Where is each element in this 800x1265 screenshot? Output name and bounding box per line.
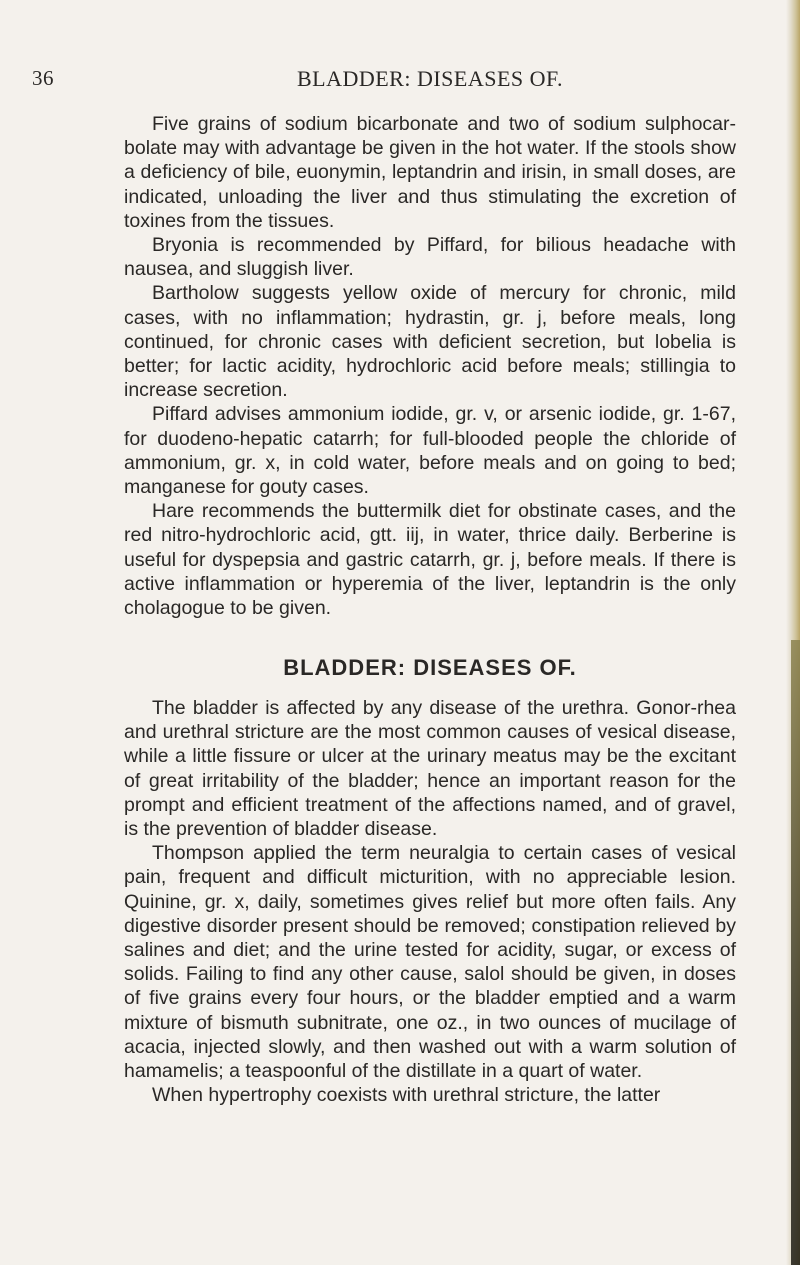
section-heading: BLADDER: DISEASES OF. xyxy=(283,655,577,680)
page-edge-shadow xyxy=(791,640,800,1265)
running-head xyxy=(32,66,736,96)
page-number: 36 xyxy=(32,66,54,90)
paragraph: Hare recommends the buttermilk diet for obstinate cases, and the red nitro-hydrochloric acid, gtt. iij, in water, thrice daily. Berberine is useful for dyspepsia and gastric catarrh, gr. j, before meals. If there is active inflammation or hyperemia of the liver, leptandrin is the only cholagogue to be given. xyxy=(124,500,736,620)
paragraph: Bryonia is recommended by Piffard, for bilious headache with nausea, and sluggish liver. xyxy=(124,234,736,281)
paragraph: Piffard advises ammonium iodide, gr. v, or arsenic iodide, gr. 1-67, for duodeno-hepatic catarrh; for full-blooded people the chloride of ammonium, gr. x, in cold water, before meals and on going to bed; manganese for gouty cases. xyxy=(124,403,736,499)
paragraph: When hypertrophy coexists with urethral stricture, the latter xyxy=(152,1084,661,1107)
running-title: BLADDER: DISEASES OF. xyxy=(296,66,564,91)
section-text-block xyxy=(124,696,736,1107)
paragraph: Thompson applied the term neuralgia to certain cases of vesical pain, frequent and difficult micturition, with no appreciable lesion. Quinine, gr. x, daily, sometimes gives relief but more often fails. Any digestive disorder present should be removed; constipation relieved by salines and diet; and the urine tested for acidity, sugar, or excess of solids. Failing to find any other cause, salol should be given, in doses of five grains every four hours, or the bladder emptied and a warm mixture of bismuth subnitrate, one oz., in two ounces of mucilage of acacia, injected slowly, and then washed out with a warm solution of hamamelis; a teaspoonful of the distillate in a quart of water. xyxy=(124,842,736,1083)
paragraph: Bartholow suggests yellow oxide of mercury for chronic, mild cases, with no inflammation; hydrastin, gr. j, before meals, long continued, for chronic cases with deficient secretion, but lobelia is better; for lactic acidity, hydrochloric acid before meals; stillingia to increase secretion. xyxy=(124,282,736,402)
paragraph: The bladder is affected by any disease of the urethra. Gonor-rhea and urethral stricture are the most common causes of vesical disease, while a little fissure or ulcer at the urinary meatus may be the excitant of great irritability of the bladder; hence an important reason for the prompt and efficient treatment of the affections named, and of gravel, is the prevention of bladder disease. xyxy=(124,697,736,841)
paragraph: Five grains of sodium bicarbonate and two of sodium sulphocar-bolate may with advantage be given in the hot water. If the stools show a deficiency of bile, euonymin, leptandrin and irisin, in small doses, are indicated, unloading the liver and thus stimulating the excretion of toxines from the tissues. xyxy=(124,113,736,232)
continued-text-block xyxy=(124,112,736,620)
